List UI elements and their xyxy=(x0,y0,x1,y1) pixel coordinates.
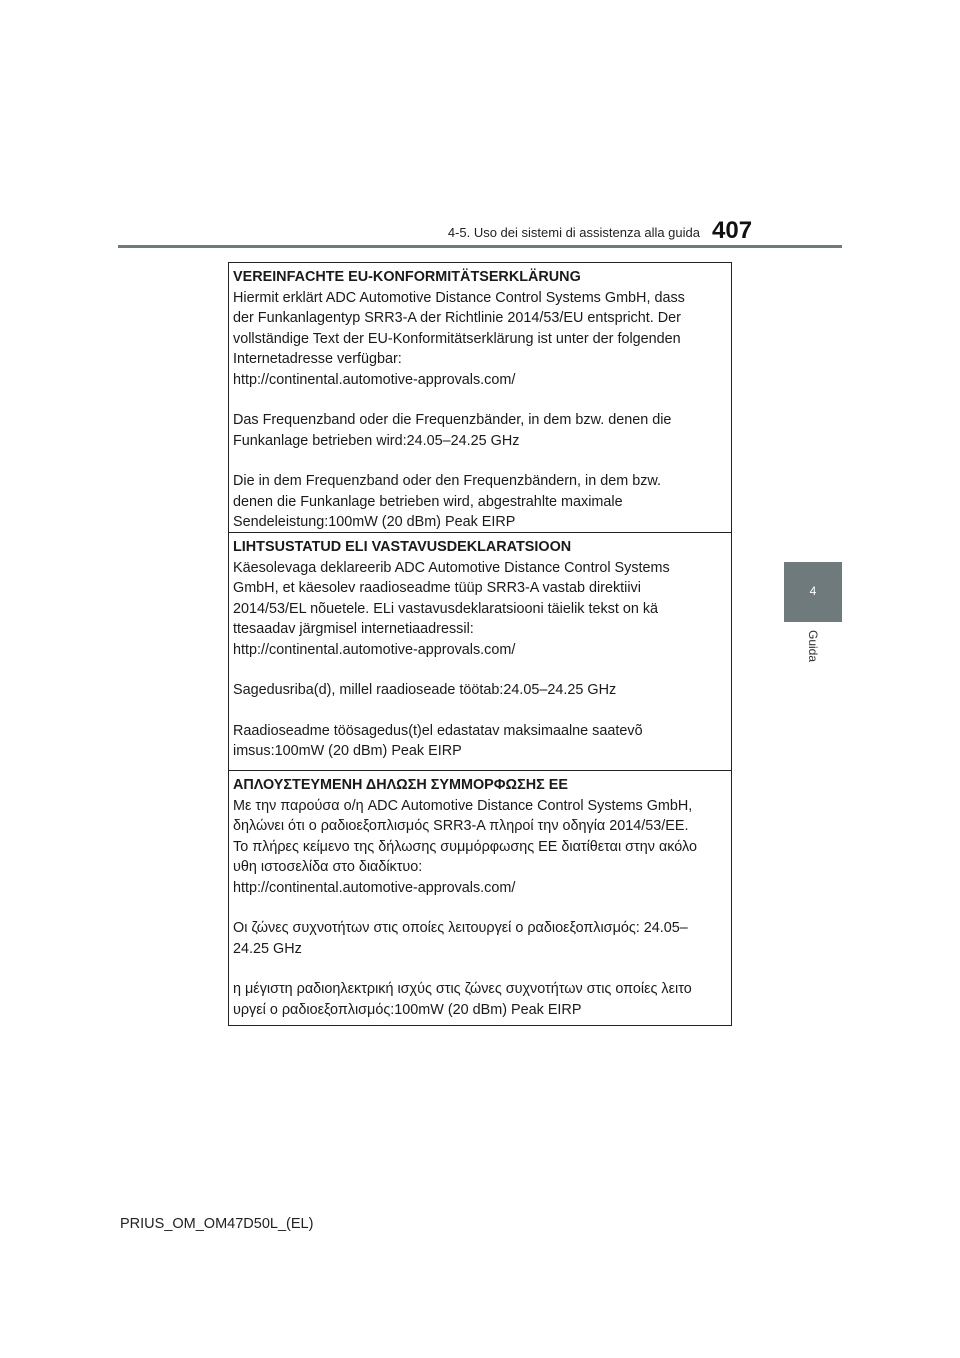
header-section-title: 4-5. Uso dei sistemi di assistenza alla guida xyxy=(447,225,700,240)
declaration-section-el xyxy=(229,770,731,1025)
header-rule xyxy=(118,245,842,248)
chapter-label-text: Guida xyxy=(806,630,820,663)
declaration-paragraph: Das Frequenzband oder die Frequenzbänder, in dem bzw. denen die Funkanlage betrieben wird:24.05–24.25 GHz xyxy=(233,412,672,449)
declaration-paragraph: Raadioseadme töösagedus(t)el edastatav maksimaalne saatevõ imsus:100mW (20 dBm) Peak EIRP xyxy=(233,722,643,759)
chapter-tab xyxy=(784,562,842,620)
declaration-title: ΑΠΛΟΥΣΤΕΥΜΕΝΗ ΔΗΛΩΣΗ ΣΥΜΜΟΡΦΩΣΗΣ ΕΕ xyxy=(233,777,568,793)
page-number: 407 xyxy=(712,217,753,244)
declaration-paragraph: Hiermit erklärt ADC Automotive Distance Control Systems GmbH, dass der Funkanlagentyp SRR3-A der Richtlinie 2014/53/EU entspricht. Der vollständige Text der EU-Konformitätserklärung ist unter der folgenden Internetadresse verfügbar: http://continental.automotive-approvals.com/ xyxy=(233,289,685,388)
declaration-box xyxy=(228,262,732,1026)
declaration-paragraph: Käesolevaga deklareerib ADC Automotive Distance Control Systems GmbH, et käesolev raadioseadme tüüp SRR3-A vastab direktiivi 2014/53/EL nõuetele. ELi vastavusdeklaratsiooni täielik tekst on kä ttesaadav järgmisel internetiaadressil: http://continental.automotive-approvals.com/ xyxy=(233,559,670,658)
chapter-label xyxy=(784,630,842,670)
declaration-paragraph: Die in dem Frequenzband oder den Frequenzbändern, in dem bzw. denen die Funkanlage betrieben wird, abgestrahlte maximale Sendeleistung:100mW (20 dBm) Peak EIRP xyxy=(233,473,661,530)
declaration-section-et xyxy=(229,532,731,770)
declaration-title: LIHTSUSTATUD ELI VASTAVUSDEKLARATSIOON xyxy=(233,539,572,555)
declaration-paragraph: η μέγιστη ραδιοηλεκτρική ισχύς στις ζώνες συχνοτήτων στις οποίες λειτο υργεί ο ραδιοεξοπλισμός:100mW (20 dBm) Peak EIRP xyxy=(233,981,692,1018)
chapter-tab-rule xyxy=(784,620,842,622)
declaration-paragraph: Οι ζώνες συχνοτήτων στις οποίες λειτουργεί ο ραδιοεξοπλισμός: 24.05– 24.25 GHz xyxy=(233,920,688,957)
declaration-title: VEREINFACHTE EU-KONFORMITÄTSERKLÄRUNG xyxy=(233,269,581,285)
chapter-number: 4 xyxy=(809,584,817,598)
declaration-paragraph: Sagedusriba(d), millel raadioseade töötab:24.05–24.25 GHz xyxy=(233,682,617,698)
declaration-paragraph: Με την παρούσα ο/η ADC Automotive Distance Control Systems GmbH, δηλώνει ότι ο ραδιοεξοπλισμός SRR3-A πληροί την οδηγία 2014/53/ΕΕ. Το πλήρες κείμενο της δήλωσης συμμόρφωσης ΕΕ διατίθεται στην ακόλο υθη ιστοσελίδα στο διαδίκτυο: http://continental.automotive-approvals.com/ xyxy=(233,797,697,896)
declaration-section-de xyxy=(229,263,731,532)
footer-document-code: PRIUS_OM_OM47D50L_(EL) xyxy=(120,1216,314,1232)
